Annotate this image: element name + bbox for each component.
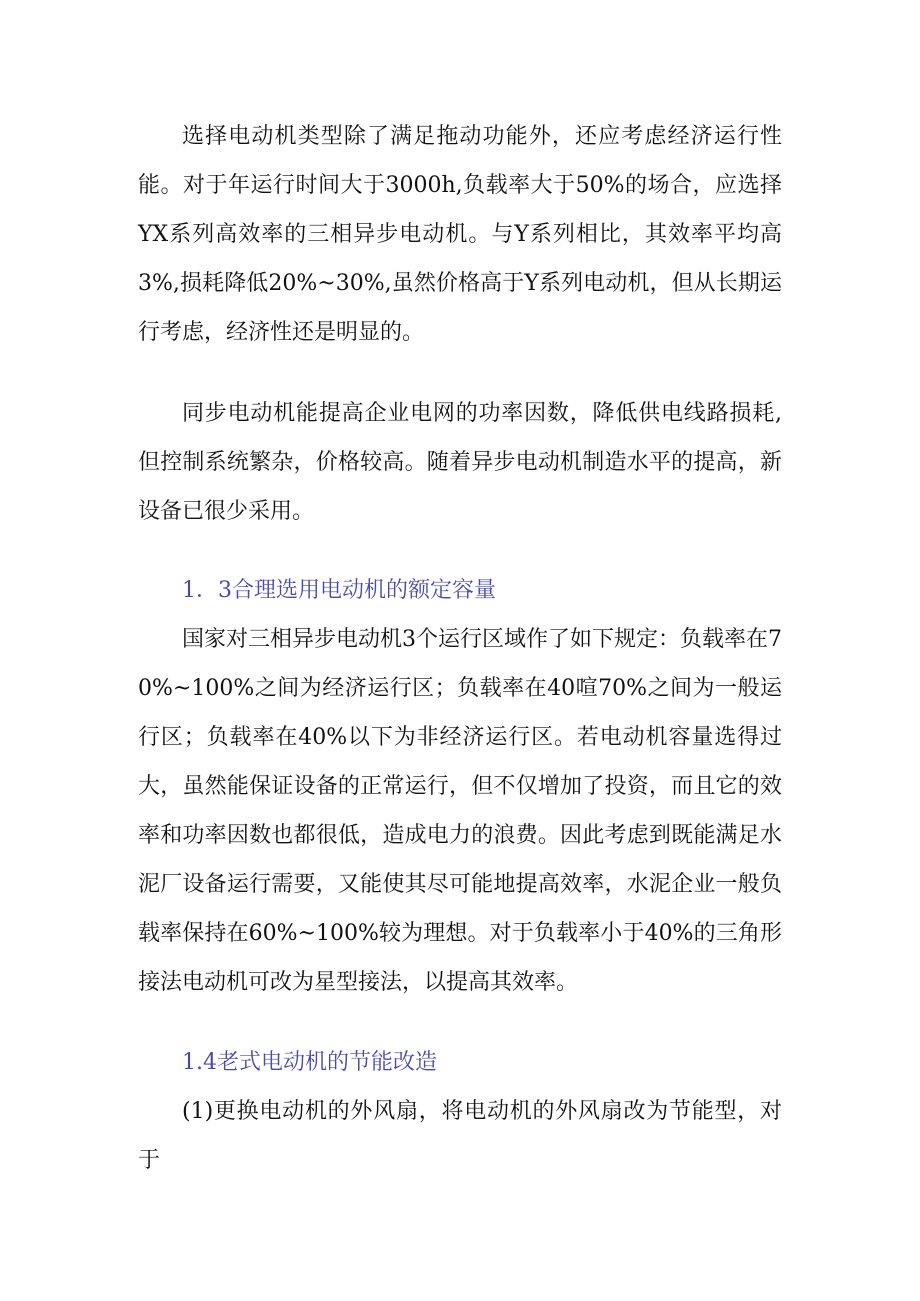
paragraph-synchronous-motor: 同步电动机能提高企业电网的功率因数，降低供电线路损耗,但控制系统繁杂，价格较高。随着异步电动机制造水平的提高，新设备已很少采用。 (138, 401, 782, 524)
paragraph-operating-regions: 国家对三相异步电动机3个运行区域作了如下规定：负载率在70%~100%之间为经济运行区；负载率在40喧70%之间为一般运行区；负载率在40%以下为非经济运行区。若电动机容量选得过大，虽然能保证设备的正常运行，但不仅增加了投资，而且它的效率和功率因数也都很低，造成电力的浪费。因此考虑到既能满足水泥厂设备运行需要，又能使其尽可能地提高效率，水泥企业一般负载率保持在60%~100%较为理想。对于负载率小于40%的三角形接法电动机可改为星型接法，以提高其效率。 (138, 627, 782, 995)
paragraph-motor-type-selection: 选择电动机类型除了满足拖动功能外，还应考虑经济运行性能。对于年运行时间大于3000h,负载率大于50%的场合，应选择YX系列高效率的三相异步电动机。与Y系列相比，其效率平均高3%,损耗降低20%~30%,虽然价格高于Y系列电动机，但从长期运行考虑，经济性还是明显的。 (138, 124, 782, 345)
section-heading-motor-retrofit: 1.4老式电动机的节能改造 (182, 1050, 437, 1075)
paragraph-fan-replacement: (1)更换电动机的外风扇，将电动机的外风扇改为节能型，对于 (138, 1099, 782, 1173)
section-heading-rated-capacity: 1．3合理选用电动机的额定容量 (182, 578, 496, 603)
